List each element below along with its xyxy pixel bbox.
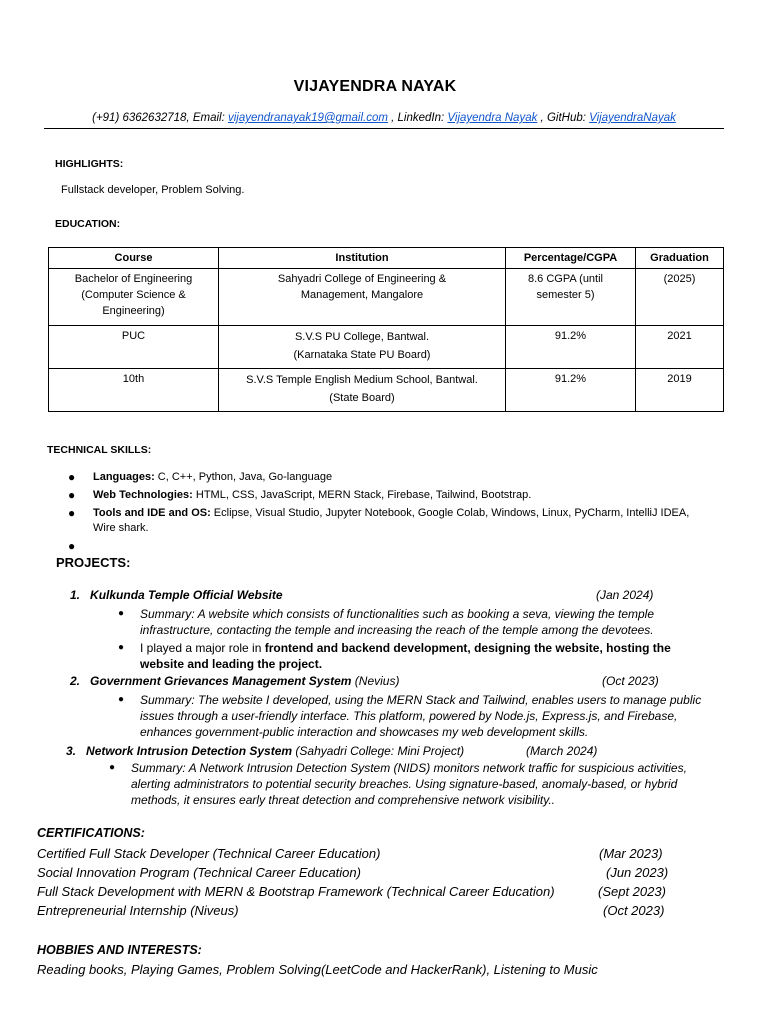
- certification-date: (Mar 2023): [599, 846, 663, 861]
- github-link[interactable]: VijayendraNayak: [589, 112, 676, 124]
- phone-text: (+91) 6362632718, Email:: [92, 112, 228, 124]
- graduation-cell: (2025): [636, 269, 724, 326]
- project-title: [70, 588, 283, 602]
- education-heading: EDUCATION:: [55, 218, 121, 230]
- highlights-heading: HIGHLIGHTS:: [55, 158, 124, 170]
- projects-heading: PROJECTS:: [56, 555, 131, 570]
- highlights-text: Fullstack developer, Problem Solving.: [61, 184, 245, 196]
- project-title: [66, 744, 464, 758]
- bullet-icon: ●: [68, 539, 76, 553]
- project-name: Government Grievances Management System: [90, 674, 352, 688]
- list-item: [118, 640, 708, 672]
- skill-label: Languages:: [93, 471, 155, 483]
- list-item: [68, 470, 708, 485]
- table-row: [49, 369, 724, 412]
- list-item: [68, 506, 708, 536]
- column-header: Course: [49, 248, 219, 269]
- skill-value: C, C++, Python, Java, Go-language: [154, 471, 333, 483]
- skills-heading: TECHNICAL SKILLS:: [47, 444, 152, 456]
- github-prefix: , GitHub:: [537, 112, 590, 124]
- project-org: (Sahyadri College: Mini Project): [292, 744, 465, 758]
- graduation-cell: 2019: [636, 369, 724, 412]
- list-item: [118, 692, 708, 740]
- skill-value: Eclipse, Visual Studio, Jupyter Notebook, Google Colab, Windows, Linux, PyCharm, IntelliJ IDEA, Wire shark.: [93, 507, 690, 534]
- column-header: Percentage/CGPA: [506, 248, 636, 269]
- candidate-name: VIJAYENDRA NAYAK: [293, 78, 457, 95]
- certification-date: (Oct 2023): [603, 903, 665, 918]
- score-cell: 91.2%: [506, 326, 636, 369]
- project-number: 2.: [70, 674, 81, 688]
- column-header: Graduation: [636, 248, 724, 269]
- course-cell: Bachelor of Engineering (Computer Science & Engineering): [49, 269, 219, 326]
- education-table: [48, 247, 724, 412]
- bullet-icon: ●: [118, 694, 125, 705]
- project-summary: Summary: A Network Intrusion Detection System (NIDS) monitors network traffic for suspicious activities, alerting administrators to potential security breaches. Using signature-based, anomaly-based, or hybrid methods, it ensures early threat detection and comprehensive network visibility..: [131, 761, 687, 807]
- course-cell: PUC: [49, 326, 219, 369]
- project-number: 1.: [70, 588, 81, 602]
- bullet-icon: ●: [68, 470, 76, 484]
- table-row: [49, 326, 724, 369]
- score-cell: 91.2%: [506, 369, 636, 412]
- project-org: (Nevius): [351, 674, 400, 688]
- project-summary: Summary: The website I developed, using the MERN Stack and Tailwind, enables users to manage public issues through a user-friendly interface. This platform, powered by Node.js, Express.js, and Firebase, enhances government-public interaction and showcases my web development skills.: [140, 693, 702, 739]
- certification-date: (Sept 2023): [598, 884, 666, 899]
- table-row: [49, 269, 724, 326]
- bullet-icon: ●: [109, 762, 116, 773]
- column-header: Institution: [219, 248, 506, 269]
- linkedin-link[interactable]: Vijayendra Nayak: [447, 112, 538, 124]
- project-number: 3.: [66, 744, 77, 758]
- certifications-heading: CERTIFICATIONS:: [37, 826, 145, 840]
- contact-line: [0, 112, 768, 124]
- project-date: (March 2024): [526, 744, 598, 758]
- certification-name: Certified Full Stack Developer (Technical Career Education): [37, 846, 381, 861]
- certification-name: Full Stack Development with MERN & Bootstrap Framework (Technical Career Education): [37, 884, 555, 899]
- project-summary: Summary: A website which consists of functionalities such as booking a seva, viewing the temple infrastructure, contacting the temple and increasing the reach of the temple among the devotees.: [140, 607, 655, 637]
- project-name: Kulkunda Temple Official Website: [90, 588, 283, 602]
- certification-name: Social Innovation Program (Technical Career Education): [37, 865, 361, 880]
- institution-cell: S.V.S Temple English Medium School, Bantwal. (State Board): [219, 369, 506, 412]
- institution-cell: Sahyadri College of Engineering & Management, Mangalore: [219, 269, 506, 326]
- table-header-row: [49, 248, 724, 269]
- linkedin-prefix: , LinkedIn:: [387, 112, 448, 124]
- hobbies-text: Reading books, Playing Games, Problem Solving(LeetCode and HackerRank), Listening to Music: [37, 962, 598, 977]
- skill-label: Web Technologies:: [93, 489, 193, 501]
- certification-name: Entrepreneurial Internship (Niveus): [37, 903, 239, 918]
- skills-list: [68, 470, 708, 557]
- bullet-icon: ●: [118, 642, 125, 653]
- header-divider: [44, 128, 724, 129]
- project-role-text: I played a major role in: [140, 641, 265, 655]
- list-item: [68, 539, 708, 554]
- project-date: (Jan 2024): [596, 588, 654, 602]
- project-role-highlight: frontend and backend development, designing the website, hosting the website and leading the project.: [140, 641, 671, 671]
- score-cell: 8.6 CGPA (until semester 5): [506, 269, 636, 326]
- list-item: [68, 488, 708, 503]
- course-cell: 10th: [49, 369, 219, 412]
- bullet-icon: ●: [68, 506, 76, 520]
- bullet-icon: ●: [118, 608, 125, 619]
- list-item: [118, 606, 708, 638]
- project-title: [70, 674, 399, 688]
- skill-label: Tools and IDE and OS:: [93, 507, 211, 519]
- institution-cell: S.V.S PU College, Bantwal. (Karnataka State PU Board): [219, 326, 506, 369]
- project-name: Network Intrusion Detection System: [86, 744, 293, 758]
- bullet-icon: ●: [68, 488, 76, 502]
- graduation-cell: 2021: [636, 326, 724, 369]
- list-item: [109, 760, 711, 808]
- skill-value: HTML, CSS, JavaScript, MERN Stack, Firebase, Tailwind, Bootstrap.: [192, 489, 532, 501]
- certification-date: (Jun 2023): [606, 865, 669, 880]
- project-date: (Oct 2023): [602, 674, 659, 688]
- email-link[interactable]: vijayendranayak19@gmail.com: [227, 112, 388, 124]
- hobbies-heading: HOBBIES AND INTERESTS:: [37, 943, 202, 957]
